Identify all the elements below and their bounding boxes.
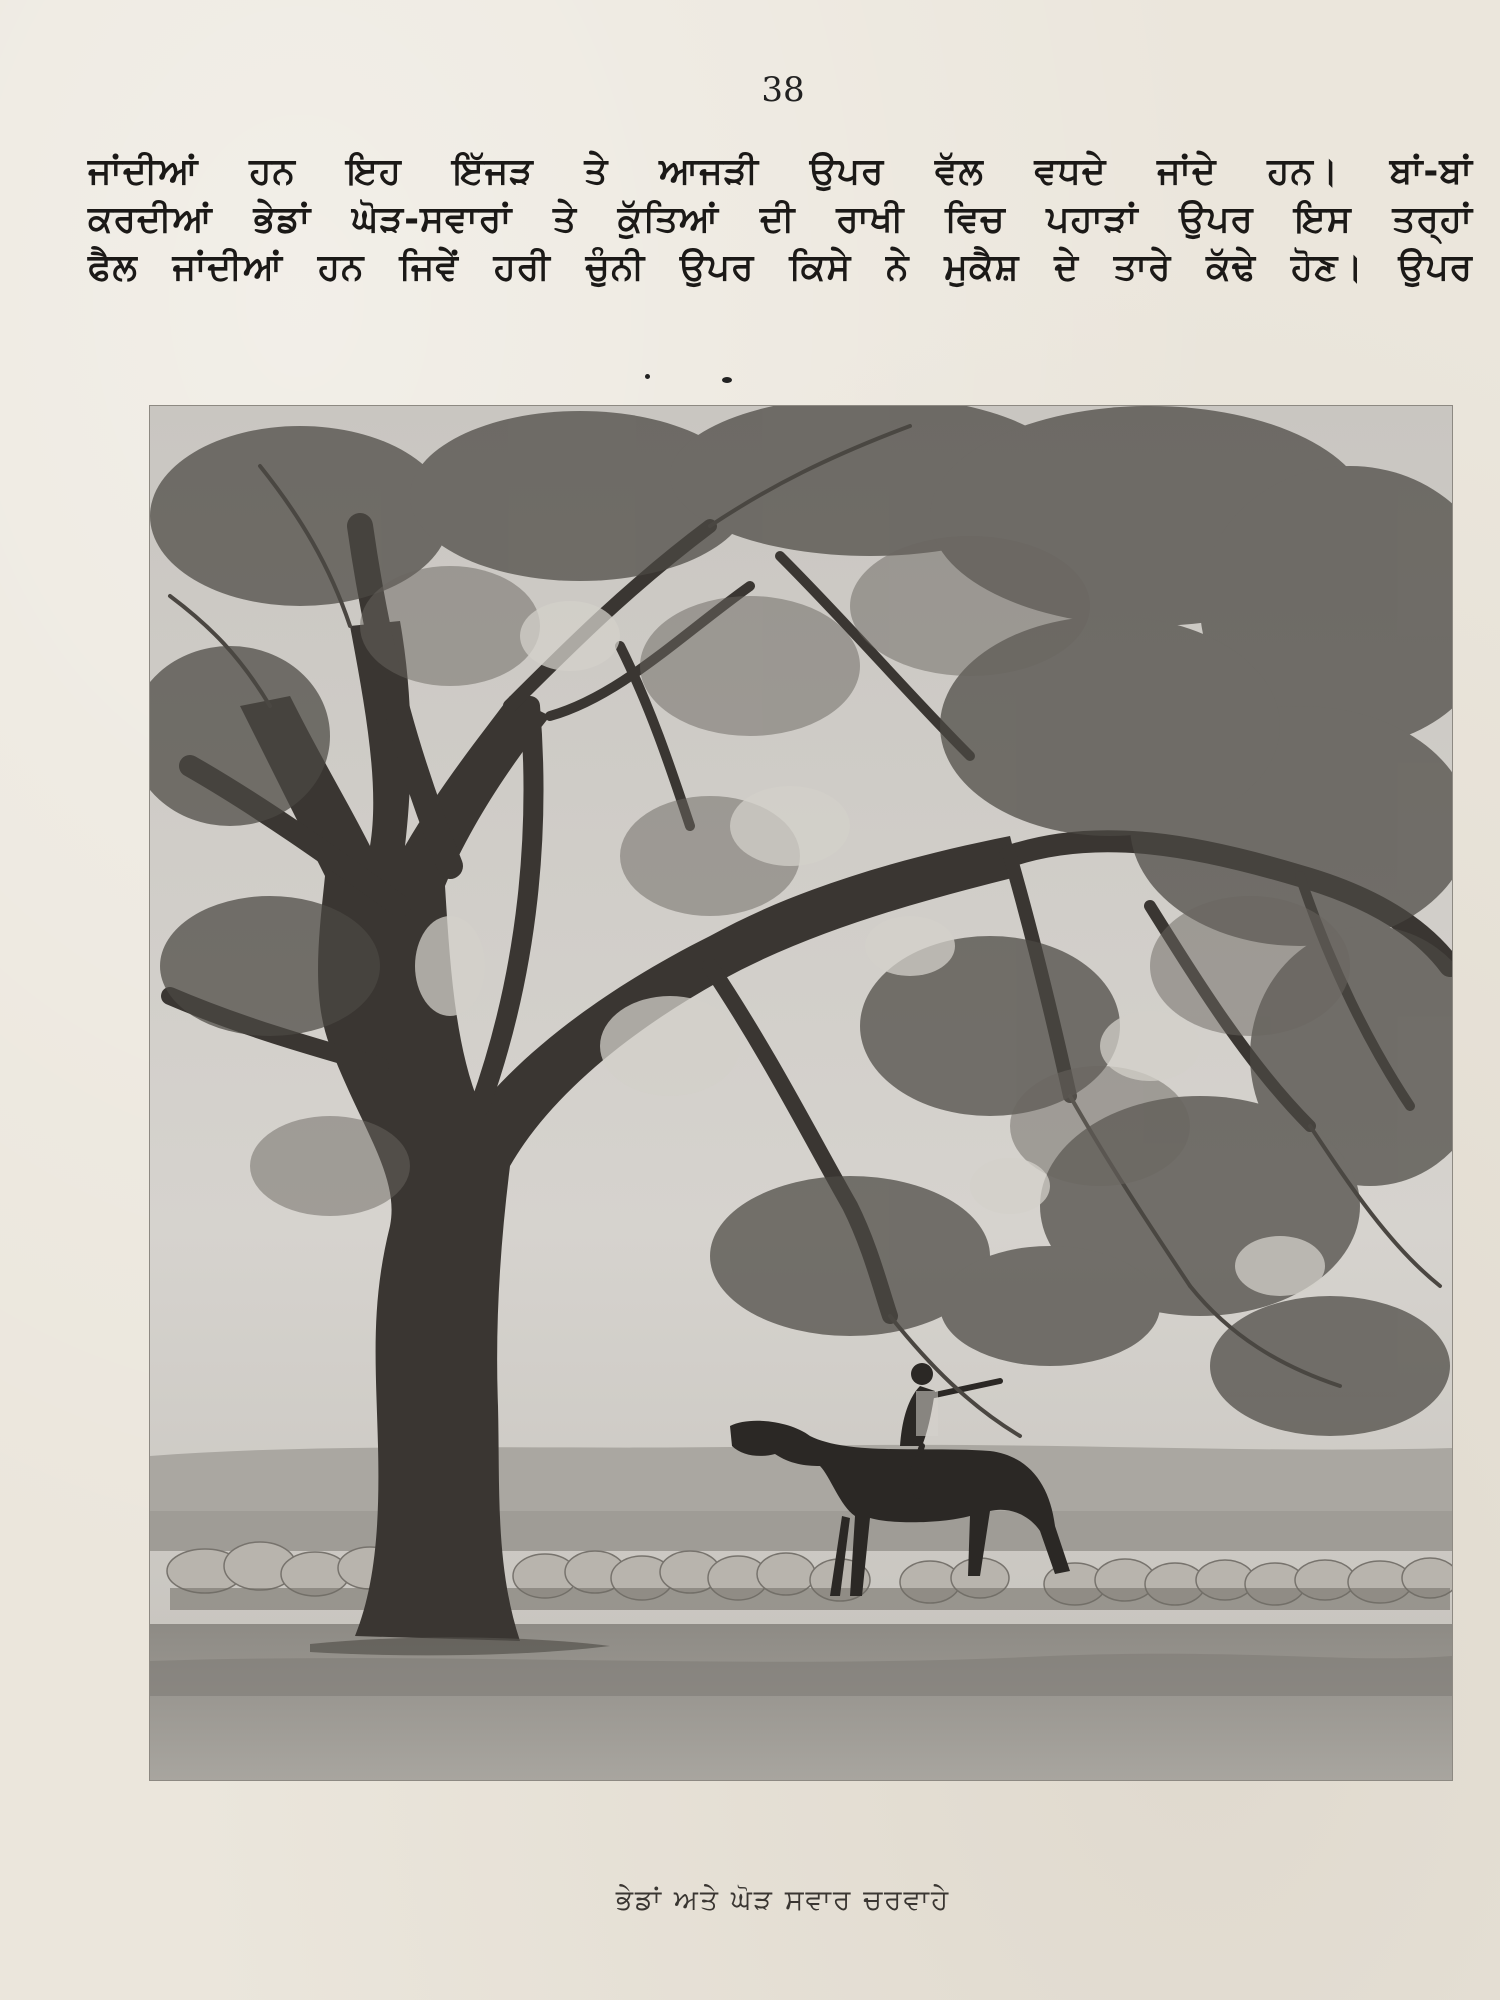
body-text-line: ਫੈਲ ਜਾਂਦੀਆਂ ਹਨ ਜਿਵੇਂ ਹਰੀ ਚੁੰਨੀ ਉਪਰ ਕਿਸੇ ਨੇ ਮੁਕੈਸ਼ ਦੇ ਤਾਰੇ ਕੱਢੇ ਹੋਣ। ਉਪਰ — [88, 247, 1473, 288]
body-text-line: ਜਾਂਦੀਆਂ ਹਨ ਇਹ ਇੱਜੜ ਤੇ ਆਜੜੀ ਉਪਰ ਵੱਲ ਵਧਦੇ ਜਾਂਦੇ ਹਨ। ਬਾਂ-ਬਾਂ — [88, 151, 1473, 192]
body-text — [88, 148, 1473, 292]
print-speck — [645, 374, 650, 379]
print-speck — [722, 377, 732, 383]
body-text-line: ਕਰਦੀਆਂ ਭੇਡਾਂ ਘੋੜ-ਸਵਾਰਾਂ ਤੇ ਕੁੱਤਿਆਂ ਦੀ ਰਾਖੀ ਵਿਚ ਪਹਾੜਾਂ ਉਪਰ ਇਸ ਤਰ੍ਹਾਂ — [88, 199, 1473, 240]
photo-caption: ਭੇਡਾਂ ਅਤੇ ਘੋੜ ਸਵਾਰ ਚਰਵਾਹੇ — [615, 1883, 951, 1916]
page-number: 38 — [761, 70, 805, 110]
photo-tree-horse-rider-sheep — [150, 406, 1452, 1780]
